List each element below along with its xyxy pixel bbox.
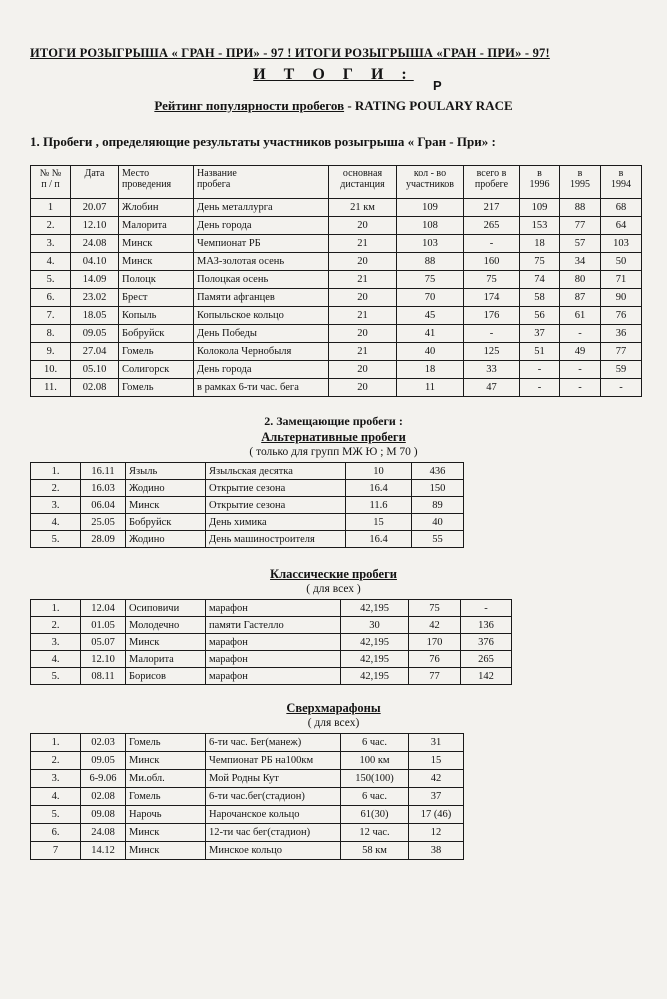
table-cell: 176 [464,307,520,325]
table-cell: 80 [560,271,601,289]
table-cell: - [560,325,601,343]
table-row [31,497,464,514]
table-cell: 20 [329,289,397,307]
table-cell: 05.07 [81,634,126,651]
table-cell: Гомель [126,788,206,806]
table-cell: 265 [461,651,512,668]
table-cell: 17 (46) [409,806,464,824]
table-cell: 6 час. [341,788,409,806]
table-cell: 20.07 [71,199,119,217]
table-row [31,480,464,497]
table-cell: 12-ти час бег(стадион) [206,824,341,842]
table-cell: Копыль [119,307,194,325]
table-cell: 125 [464,343,520,361]
table-cell: 27.04 [71,343,119,361]
table-cell: 42,195 [341,634,409,651]
table-cell: 20 [329,253,397,271]
table-cell: 58 км [341,842,409,860]
table-cell: 23.02 [71,289,119,307]
table-row [31,531,464,548]
table-cell: 2. [31,617,81,634]
table-cell: Чемпионат РБ [194,235,329,253]
table-cell: 89 [412,497,464,514]
table-cell: Бобруйск [119,325,194,343]
table-cell: Солигорск [119,361,194,379]
classic-races-title: Классические пробеги [270,567,397,581]
table-cell: 24.08 [81,824,126,842]
table-row [31,734,464,752]
table-cell: 12.04 [81,600,126,617]
table-cell: 4. [31,651,81,668]
page-heading: И Т О Г И : [253,66,414,83]
table-cell: Борисов [126,668,206,685]
table-cell: 2. [31,752,81,770]
table-cell: 61 [560,307,601,325]
table-cell: - [464,325,520,343]
table-cell: в рамках 6-ти час. бега [194,379,329,397]
table-cell: - [601,379,642,397]
classic-races-table [30,599,512,685]
table-cell: 70 [397,289,464,307]
table-cell: - [464,235,520,253]
table-cell: 50 [601,253,642,271]
table-row [31,463,464,480]
column-header: Место проведения [119,166,194,199]
table-cell: 77 [601,343,642,361]
table-row [31,842,464,860]
section2-title: 2. Замещающие пробеги : [264,414,403,428]
table-cell: Открытие сезона [206,480,346,497]
table-cell: Минск [126,842,206,860]
table-cell: 136 [461,617,512,634]
table-cell: 75 [520,253,560,271]
table-cell: 02.08 [71,379,119,397]
table-cell: 75 [409,600,461,617]
table-cell: Жодино [126,480,206,497]
table-cell: 109 [397,199,464,217]
table-row [31,600,512,617]
table-cell: 59 [601,361,642,379]
table-cell: 02.08 [81,788,126,806]
table-cell: 376 [461,634,512,651]
table-cell: Жодино [126,531,206,548]
table-row [31,343,642,361]
table-cell: 55 [412,531,464,548]
table-cell: 77 [560,217,601,235]
table-cell: - [461,600,512,617]
table-cell: 160 [464,253,520,271]
table-cell: 40 [397,343,464,361]
table-cell: Языльская десятка [206,463,346,480]
column-header: Дата [71,166,119,199]
table-cell: 14.09 [71,271,119,289]
table-cell: 42,195 [341,600,409,617]
table-row [31,217,642,235]
table-cell: 5. [31,806,81,824]
table-cell: 2. [31,480,81,497]
table-cell: 103 [397,235,464,253]
table-cell: 1. [31,600,81,617]
table-cell: 06.04 [81,497,126,514]
table-cell: 57 [560,235,601,253]
table-cell: 18 [520,235,560,253]
banner-title: ИТОГИ РОЗЫГРЫША « ГРАН - ПРИ» - 97 ! ИТОГИ РОЗЫГРЫША «ГРАН - ПРИ» - 97! [30,46,550,60]
table-cell: 12.10 [81,651,126,668]
table-cell: Копыльское кольцо [194,307,329,325]
table-cell: Гомель [126,734,206,752]
table-cell: Чемпионат РБ на100км [206,752,341,770]
table-cell: 4. [31,788,81,806]
table-cell: 15 [409,752,464,770]
table-cell: 61(30) [341,806,409,824]
table-cell: 5. [31,668,81,685]
table-cell: марафон [206,651,341,668]
ultramarathons-note: ( для всех) [307,717,360,729]
table-cell: 15 [346,514,412,531]
table-cell: Минское кольцо [206,842,341,860]
table-cell: 40 [412,514,464,531]
table-cell: 28.09 [81,531,126,548]
table-cell: 90 [601,289,642,307]
table-cell: 33 [464,361,520,379]
table-cell: 3. [31,497,81,514]
table-row [31,361,642,379]
table-cell: 103 [601,235,642,253]
table-row [31,379,642,397]
table-cell: 109 [520,199,560,217]
table-cell: 16.11 [81,463,126,480]
table-cell: 5. [31,271,71,289]
table-cell: 18 [397,361,464,379]
table-row [31,668,512,685]
table-header-row [31,166,642,199]
table-cell: Полоцк [119,271,194,289]
table-cell: 41 [397,325,464,343]
table-cell: Языль [126,463,206,480]
table-cell: 9. [31,343,71,361]
column-header: в 1996 [520,166,560,199]
table-row [31,634,512,651]
table-cell: 2. [31,217,71,235]
table-cell: 3. [31,634,81,651]
table-row [31,824,464,842]
table-cell: 04.10 [71,253,119,271]
table-cell: 71 [601,271,642,289]
table-cell: марафон [206,600,341,617]
table-cell: 49 [560,343,601,361]
table-cell: 108 [397,217,464,235]
table-cell: 1. [31,734,81,752]
table-cell: 11 [397,379,464,397]
rating-title-ru: Рейтинг популярности пробегов [154,98,345,113]
table-cell: 142 [461,668,512,685]
table-cell: Минск [126,752,206,770]
table-cell: 09.05 [81,752,126,770]
table-cell: Памяти афганцев [194,289,329,307]
table-cell: 88 [560,199,601,217]
table-row [31,651,512,668]
table-cell: 20 [329,325,397,343]
table-cell: - [560,379,601,397]
table-cell: День города [194,361,329,379]
table-cell: 150 [412,480,464,497]
table-cell: 6-ти час. Бег(манеж) [206,734,341,752]
table-cell: 5. [31,531,81,548]
table-cell: Гомель [119,379,194,397]
table-cell: Брест [119,289,194,307]
table-cell: 436 [412,463,464,480]
table-cell: Жлобин [119,199,194,217]
table-cell: 20 [329,379,397,397]
table-cell: 8. [31,325,71,343]
table-cell: марафон [206,668,341,685]
table-cell: Бобруйск [126,514,206,531]
table-cell: 09.08 [81,806,126,824]
table-cell: Нарочь [126,806,206,824]
table-cell: 24.08 [71,235,119,253]
table-cell: 58 [520,289,560,307]
alternative-races-note: ( только для групп МЖ Ю ; М 70 ) [249,446,418,458]
handwritten-correction: P [433,78,442,93]
table-cell: 42 [409,770,464,788]
table-cell: Осиповичи [126,600,206,617]
table-cell: 20 [329,361,397,379]
table-cell: 42,195 [341,668,409,685]
table-cell: День химика [206,514,346,531]
table-row [31,752,464,770]
table-cell: 11. [31,379,71,397]
table-cell: 16.4 [346,480,412,497]
table-cell: 14.12 [81,842,126,860]
table-cell: 34 [560,253,601,271]
table-cell: 36 [601,325,642,343]
table-cell: 12 [409,824,464,842]
table-cell: 20 [329,217,397,235]
table-cell: 37 [409,788,464,806]
table-cell: 12 час. [341,824,409,842]
table-cell: 02.03 [81,734,126,752]
table-cell: 16.4 [346,531,412,548]
table-row [31,514,464,531]
table-cell: 150(100) [341,770,409,788]
table-row [31,307,642,325]
table-row [31,325,642,343]
table-cell: День Победы [194,325,329,343]
table-cell: Малорита [119,217,194,235]
alternative-races-title: Альтернативные пробеги [261,430,406,444]
ultramarathons-table [30,733,464,860]
table-cell: 30 [341,617,409,634]
table-cell: 74 [520,271,560,289]
table-cell: Молодечно [126,617,206,634]
table-cell: 10 [346,463,412,480]
table-cell: 6. [31,289,71,307]
table-cell: Гомель [119,343,194,361]
table-cell: 45 [397,307,464,325]
table-cell: 1 [31,199,71,217]
table-cell: 16.03 [81,480,126,497]
table-cell: 77 [409,668,461,685]
table-cell: 31 [409,734,464,752]
column-header: всего в пробеге [464,166,520,199]
table-cell: Минск [126,634,206,651]
column-header: кол - во участников [397,166,464,199]
table-cell: 21 [329,343,397,361]
table-cell: 37 [520,325,560,343]
table-cell: Полоцкая осень [194,271,329,289]
table-cell: 174 [464,289,520,307]
rating-title [0,98,667,114]
table-cell: 64 [601,217,642,235]
table-cell: МАЗ-золотая осень [194,253,329,271]
table-cell: Минск [119,235,194,253]
table-cell: 12.10 [71,217,119,235]
table-cell: 08.11 [81,668,126,685]
rating-title-en: - RATING POULARY RACE [344,98,513,113]
table-cell: 21 [329,271,397,289]
table-row [31,235,642,253]
table-cell: 42 [409,617,461,634]
table-cell: 217 [464,199,520,217]
table-cell: 25.05 [81,514,126,531]
table-cell: 265 [464,217,520,235]
table-cell: 153 [520,217,560,235]
table-cell: 51 [520,343,560,361]
table-cell: 05.10 [71,361,119,379]
table-cell: - [520,361,560,379]
table-row [31,199,642,217]
table-cell: 76 [601,307,642,325]
table-cell: Минск [126,497,206,514]
table-cell: 6-ти час.бег(стадион) [206,788,341,806]
table-cell: 88 [397,253,464,271]
table-cell: 87 [560,289,601,307]
table-row [31,788,464,806]
table-cell: 56 [520,307,560,325]
table-cell: Малорита [126,651,206,668]
table-cell: 1. [31,463,81,480]
table-cell: День металлурга [194,199,329,217]
table-cell: 100 км [341,752,409,770]
table-cell: День машиностроителя [206,531,346,548]
table-cell: 21 [329,307,397,325]
table-cell: Минск [126,824,206,842]
table-cell: День города [194,217,329,235]
ultramarathons-title: Сверхмарафоны [286,701,381,715]
table-cell: 21 [329,235,397,253]
column-header: в 1995 [560,166,601,199]
section1-title: 1. Пробеги , определяющие результаты участников розыгрыша « Гран - При» : [30,134,496,149]
alternative-races-table [30,462,464,548]
table-cell: 68 [601,199,642,217]
table-row [31,617,512,634]
table-cell: 21 км [329,199,397,217]
table-cell: 38 [409,842,464,860]
table-cell: 170 [409,634,461,651]
table-row [31,806,464,824]
table-cell: Нарочанское кольцо [206,806,341,824]
table-cell: 76 [409,651,461,668]
table-row [31,253,642,271]
table-cell: 6. [31,824,81,842]
table-cell: 7 [31,842,81,860]
column-header: основная дистанция [329,166,397,199]
classic-races-note: ( для всех ) [306,583,361,595]
table-cell: памяти Гастелло [206,617,341,634]
column-header: в 1994 [601,166,642,199]
table-cell: - [520,379,560,397]
column-header: № № п / п [31,166,71,199]
table-cell: 42,195 [341,651,409,668]
table-row [31,271,642,289]
table-cell: Колокола Чернобыля [194,343,329,361]
table-cell: Открытие сезона [206,497,346,514]
table-cell: 6 час. [341,734,409,752]
table-cell: Ми.обл. [126,770,206,788]
table-cell: 4. [31,514,81,531]
table-cell: марафон [206,634,341,651]
table-cell: 75 [397,271,464,289]
table-cell: 18.05 [71,307,119,325]
table-cell: 10. [31,361,71,379]
table-cell: Мой Родны Кут [206,770,341,788]
table-row [31,289,642,307]
table-cell: 3. [31,235,71,253]
table-cell: 6-9.06 [81,770,126,788]
table-cell: 7. [31,307,71,325]
table-cell: - [560,361,601,379]
table-row [31,770,464,788]
table-cell: 4. [31,253,71,271]
table-cell: 3. [31,770,81,788]
table-cell: 11.6 [346,497,412,514]
table-cell: 01.05 [81,617,126,634]
grand-prix-races-table [30,165,642,397]
column-header: Название пробега [194,166,329,199]
table-cell: Минск [119,253,194,271]
table-cell: 75 [464,271,520,289]
table-cell: 47 [464,379,520,397]
table-cell: 09.05 [71,325,119,343]
